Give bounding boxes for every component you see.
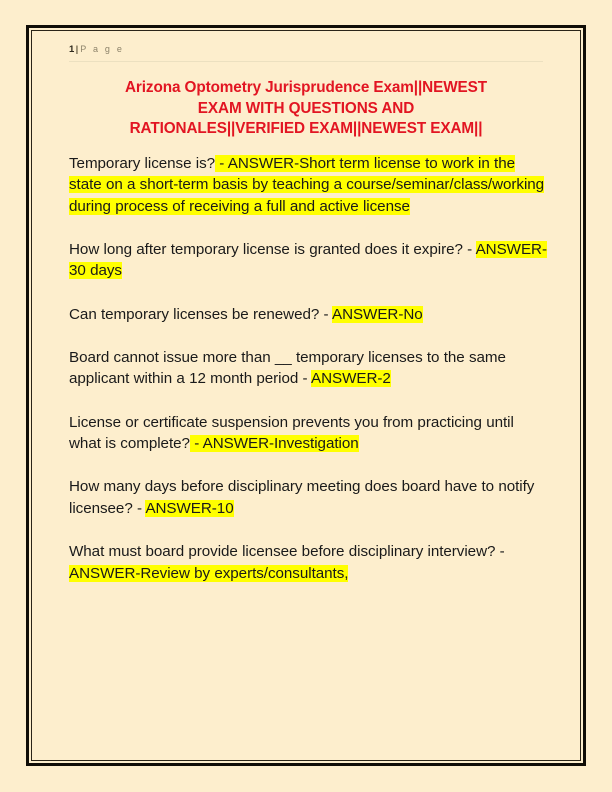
qa-block <box>69 541 547 584</box>
title-line-1: Arizona Optometry Jurisprudence Exam||NEWEST <box>124 79 488 96</box>
answer-text-highlighted: ANSWER-Review by experts/consultants, <box>69 564 349 582</box>
qa-block <box>69 239 547 282</box>
qa-block <box>69 476 547 519</box>
question-text: What must board provide licensee before disciplinary interview? - <box>69 543 505 561</box>
folio-separator: | <box>75 44 79 55</box>
qa-block <box>69 347 547 390</box>
answer-text-highlighted: ANSWER-No <box>331 305 423 323</box>
question-text: How many days before disciplinary meeting does board have to notify licensee? - <box>69 478 535 517</box>
question-text: Board cannot issue more than __ temporary licenses to the same applicant within a 12 month period - <box>69 348 506 388</box>
question-text: License or certificate suspension prevents you from practicing until what is complete? <box>69 413 514 453</box>
qa-block <box>69 153 547 218</box>
folio-label: P a g e <box>80 44 125 54</box>
title-line-2: EXAM WITH QUESTIONS AND <box>197 99 415 117</box>
running-header <box>38 34 574 58</box>
qa-block <box>69 412 547 455</box>
qa-list <box>69 153 547 585</box>
answer-text-highlighted: ANSWER-2 <box>311 370 391 388</box>
answer-text-highlighted: ANSWER-30 days <box>69 240 547 280</box>
header-divider <box>69 61 543 62</box>
answer-text-highlighted: - ANSWER-Investigation <box>189 435 359 453</box>
question-text: Temporary license is? <box>69 154 216 172</box>
question-text: How long after temporary license is granted does it expire? - <box>69 240 476 258</box>
page-content <box>38 34 574 757</box>
answer-text-highlighted: ANSWER-10 <box>145 500 234 517</box>
page-number: 1 <box>69 44 75 55</box>
qa-block <box>69 304 547 326</box>
answer-text-highlighted: - ANSWER-Short term license to work in the state on a short-term basis by teaching a course/seminar/class/working during process of receiving a full and active license <box>69 154 545 215</box>
document-title <box>60 78 552 140</box>
title-line-3: RATIONALES||VERIFIED EXAM||NEWEST EXAM|| <box>129 120 483 137</box>
question-text: Can temporary licenses be renewed? - <box>69 305 332 323</box>
